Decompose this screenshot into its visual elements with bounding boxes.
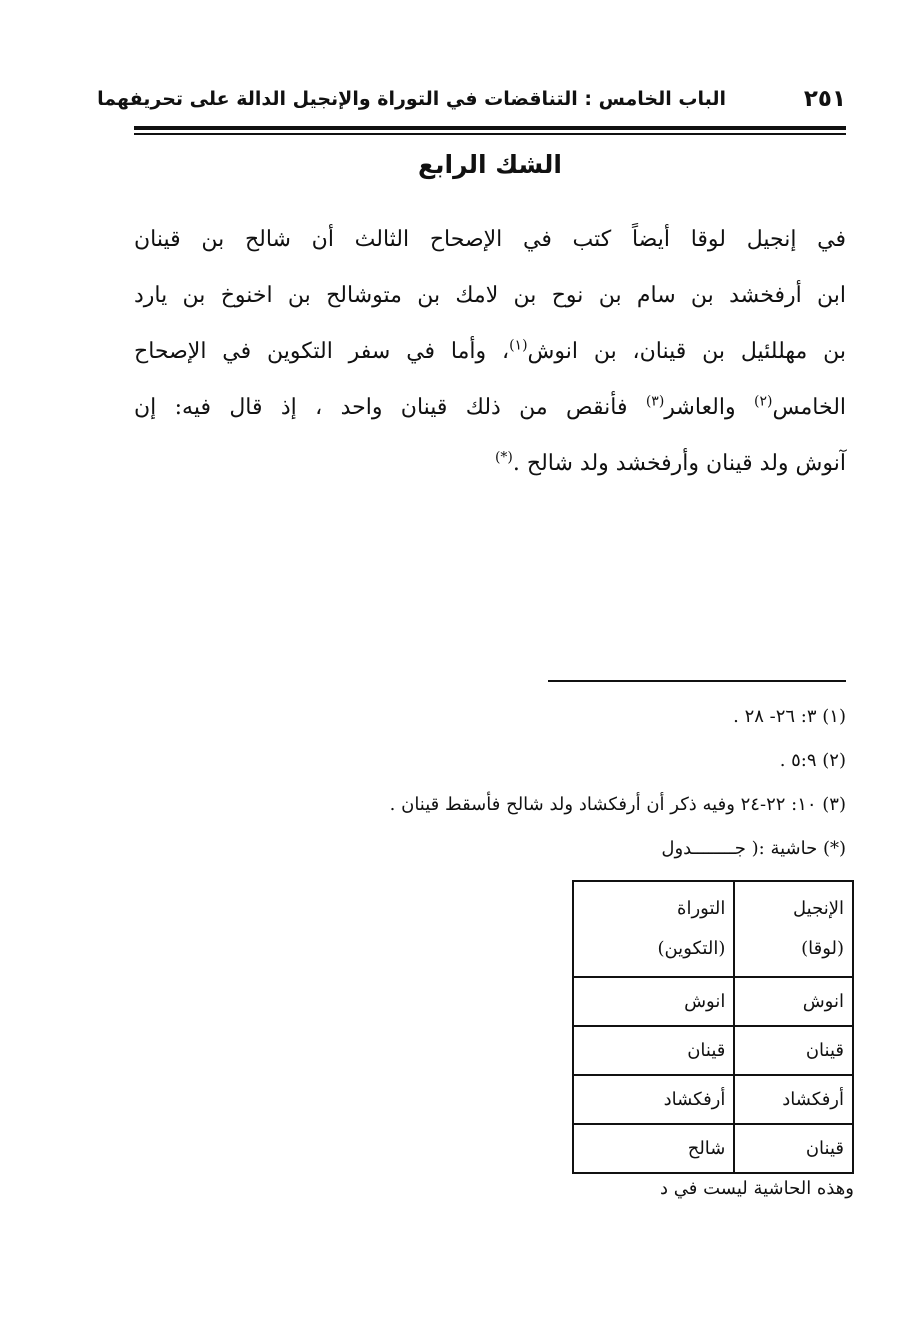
body-text-segment: آنوش ولد قينان وأرفخشد ولد شالح . xyxy=(512,451,846,476)
header-subtext: (التكوين) xyxy=(657,938,726,959)
table-cell-injil: قينان xyxy=(734,1026,853,1075)
header-text: التوراة xyxy=(677,898,726,919)
table-cell-torah: قينان xyxy=(573,1026,734,1075)
table-row xyxy=(573,1075,853,1124)
footnote-marker-star: (*) xyxy=(494,449,513,466)
footnote-3: (٣) ١٠: ٢٢-٢٤ وفيه ذكر أن أرفكشاد ولد شالح فأسقط قينان . xyxy=(389,794,846,815)
chapter-title: الباب الخامس : التناقضات في التوراة والإنجيل الدالة على تحريفهما xyxy=(97,88,726,110)
footnote-separator xyxy=(548,680,846,682)
page-number: ٢٥١ xyxy=(803,86,846,112)
header-rule-thin xyxy=(134,133,846,135)
header-subtext: (لوقا) xyxy=(801,938,844,959)
table-header-row xyxy=(573,881,853,977)
table-row xyxy=(573,1124,853,1173)
header-rule-thick xyxy=(134,126,846,130)
body-line-2: ابن أرفخشد بن سام بن نوح بن لامك بن متوشالح بن اخنوخ بن يارد xyxy=(134,283,846,308)
footnotes xyxy=(134,700,846,876)
body-line-4 xyxy=(134,380,846,436)
body-text-segment: الخامس xyxy=(772,395,847,420)
table-cell-torah: شالح xyxy=(573,1124,734,1173)
table-cell-injil: قينان xyxy=(734,1124,853,1173)
body-text-segment: والعاشر xyxy=(664,395,754,420)
table-header-injil xyxy=(734,881,853,977)
body-line-5 xyxy=(134,436,846,492)
table-row xyxy=(573,977,853,1026)
body-text-segment: ، وأما في سفر التكوين في الإصحاح xyxy=(134,339,510,364)
section-title: الشك الرابع xyxy=(418,150,562,179)
body-line-1: في إنجيل لوقا أيضاً كتب في الإصحاح الثالث أن شالح بن قينان xyxy=(134,227,846,252)
footnote-marker-1: (١) xyxy=(509,337,528,354)
body-text-segment: فأنقص من ذلك قينان واحد ، إذ قال فيه: إن xyxy=(134,395,646,420)
footnote-1: (١) ٣: ٢٦- ٢٨ . xyxy=(733,706,846,727)
after-table-note: وهذه الحاشية ليست في د xyxy=(660,1178,854,1199)
table-cell-torah: انوش xyxy=(573,977,734,1026)
footnote-marker-2: (٢) xyxy=(753,393,773,410)
body-line-3 xyxy=(134,324,846,380)
table-row xyxy=(573,1026,853,1075)
table-cell-injil: انوش xyxy=(734,977,853,1026)
header-text: الإنجيل xyxy=(793,898,844,919)
table-cell-injil: أرفكشاد xyxy=(734,1075,853,1124)
table-cell-torah: أرفكشاد xyxy=(573,1075,734,1124)
footnote-marker-3: (٣) xyxy=(645,393,665,410)
footnote-2: (٢) ٥:٩ . xyxy=(779,750,846,771)
comparison-table xyxy=(572,880,854,1174)
running-header xyxy=(97,84,846,120)
margin-note-label: (*) حاشية :( جــــــــدول xyxy=(661,838,846,859)
table-header-torah xyxy=(573,881,734,977)
body-text-segment: بن مهللئيل بن قينان، بن انوش xyxy=(527,339,847,364)
body-paragraph xyxy=(134,212,846,492)
